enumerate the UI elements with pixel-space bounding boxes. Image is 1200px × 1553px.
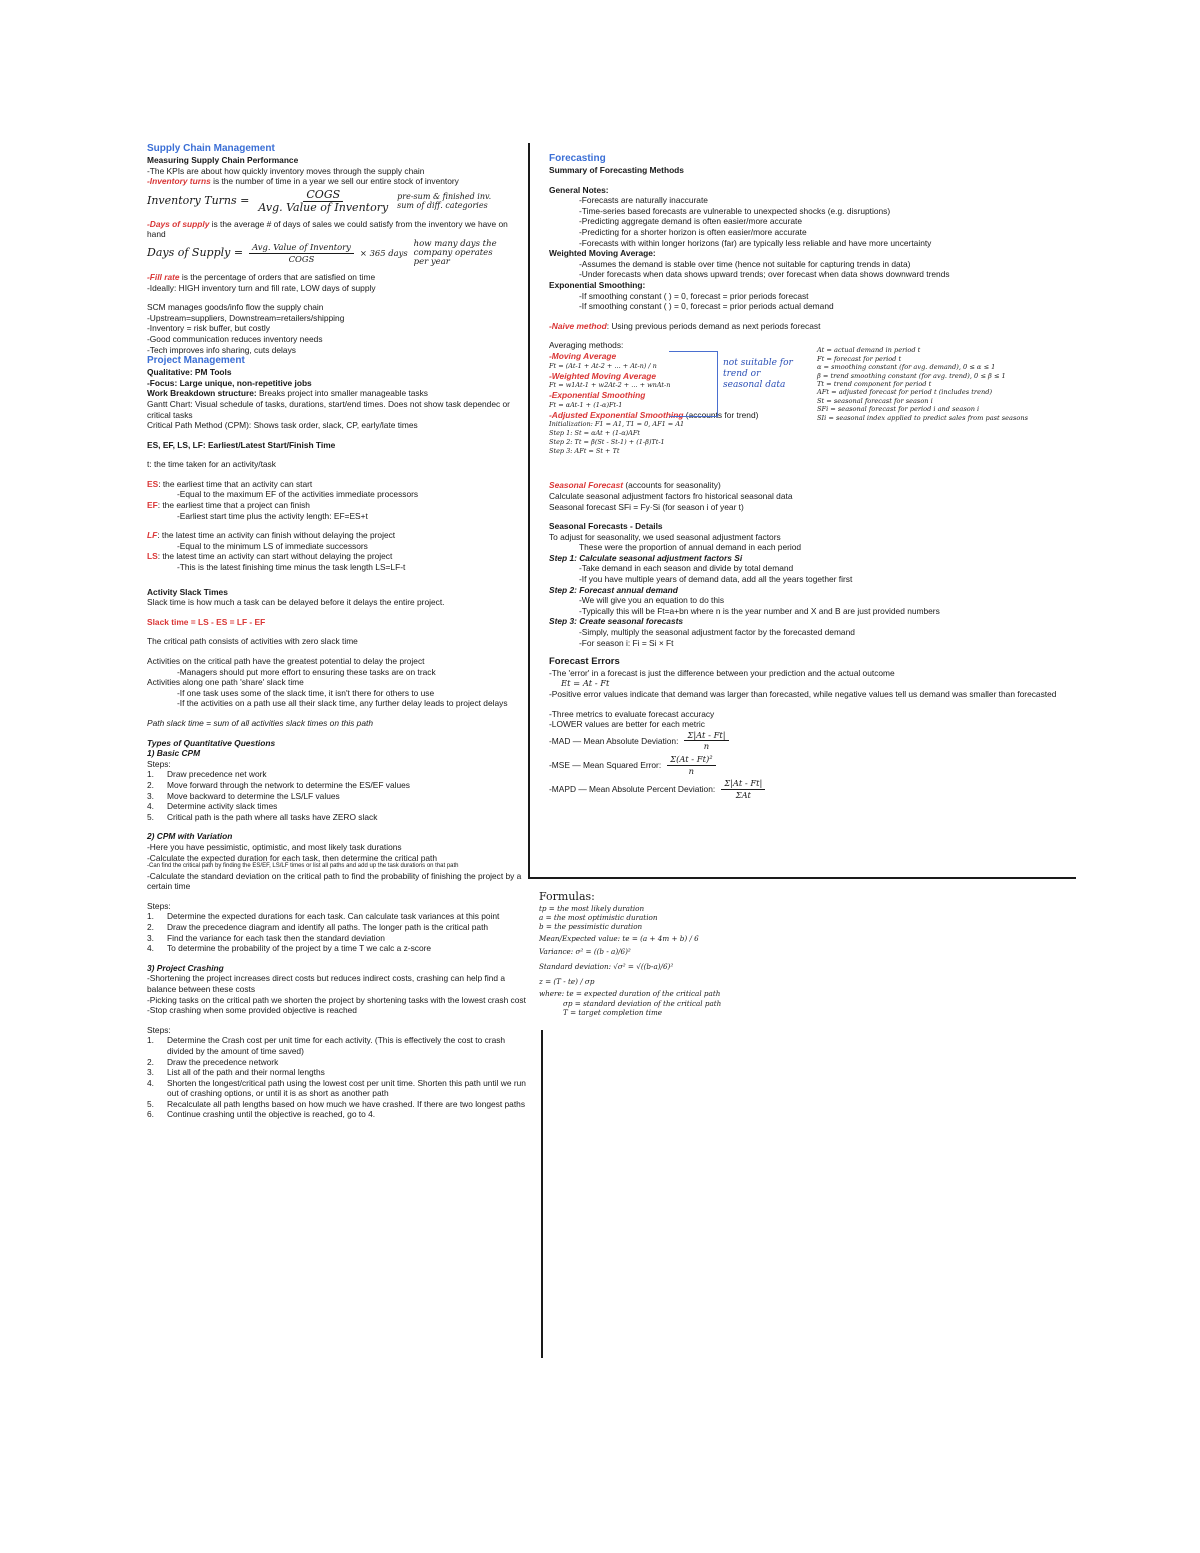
formula-line: where: te = expected duration of the critical path: [539, 989, 721, 999]
formula-line: b = the pessimistic duration: [539, 922, 643, 932]
weighted-moving-average-formula: Ft = w1At-1 + w2At-2 + ... + wnAt-n: [549, 381, 671, 390]
mapd-label: -MAPD — Mean Absolute Percent Deviation:: [549, 783, 716, 794]
formula-line: T = target completion time: [563, 1007, 663, 1017]
adjusted-exp-line: -Adjusted Exponential Smoothing (accounts for trend): [549, 409, 759, 420]
mad-row: [549, 730, 1069, 752]
step-3-line: -For season i: Fi = Si × Ft: [579, 637, 674, 648]
list-item: 1. Determine the Crash cost per unit time for each activity. (This is effectively the cost to crash divided by the amount of time saved): [147, 1035, 506, 1056]
scm-title: Supply Chain Management: [147, 143, 275, 154]
legend-item: Tt = trend component for period t: [817, 379, 932, 388]
activity-slack-title: Activity Slack Times: [147, 586, 228, 597]
column-divider-lower: [541, 1030, 543, 1358]
variation-title: 2) CPM with Variation: [147, 831, 233, 842]
list-item: 1. Draw precedence net work: [147, 769, 267, 780]
adjusted-exp-step: Step 2: Tt = β(St - St-1) + (1-β)Tt-1: [549, 438, 665, 447]
moving-average-formula: Ft = (At-1 + At-2 + ... + At-n) / n: [549, 361, 657, 370]
path-slack-line: Path slack time = sum of all activities slack times on this path: [147, 717, 373, 728]
crashing-title: 3) Project Crashing: [147, 962, 224, 973]
critical-point-1: Activities on the critical path have the greatest potential to delay the project: [147, 656, 425, 666]
formula-line: a = the most optimistic duration: [539, 913, 658, 923]
days-multiplier: × 365 days: [359, 248, 408, 259]
forecast-errors-title: Forecast Errors: [549, 656, 620, 668]
averaging-label: Averaging methods:: [549, 340, 624, 351]
list-item: 6. Continue crashing until the objective is reached, go to 4.: [147, 1109, 376, 1120]
mse-fraction: $\frac{\text{Σ(At - Ft)²}}{n}$: [667, 754, 715, 776]
adjusted-exp-step: Step 1: St = αAt + (1-α)AFt: [549, 429, 640, 438]
mse-label: -MSE — Mean Squared Error:: [549, 759, 662, 770]
pm-title: Project Management: [147, 355, 245, 367]
variation-line: -Here you have pessimistic, optimistic, and most likely task durations: [147, 841, 402, 852]
critical-point-1-sub: -Managers should put more effort to ensuring these tasks are on track: [177, 666, 436, 677]
variation-small-note: -Can find the critical path by finding the ES/EF, LS/LF times or list all paths and add up the task durations on that path: [147, 863, 459, 870]
formula-line: Mean/Expected value: te = (a + 4m + b) / 6: [539, 933, 699, 943]
formulas-block: [539, 890, 799, 1017]
step-2-line: -We will give you an equation to do this: [579, 595, 725, 606]
turns-label: Inventory Turns =: [147, 194, 250, 208]
legend-item: Ft = forecast for period t: [817, 354, 902, 363]
general-note: -Time-series based forecasts are vulnerable to unexpected shocks (e.g. disruptions): [579, 205, 891, 216]
adjusted-exp-step: Step 3: AFt = St + Tt: [549, 447, 620, 456]
ideally-line: -Ideally: HIGH inventory turn and fill rate, LOW days of supply: [147, 282, 376, 293]
mad-fraction: $\frac{\Sigma|At - Ft|}{n}$: [684, 730, 728, 752]
list-item: 4. Determine activity slack times: [147, 801, 278, 812]
crashing-line: -Shortening the project increases direct costs but reduces indirect costs, crashing can help find a balance between these costs: [147, 973, 505, 994]
metrics-line: -LOWER values are better for each metric: [549, 719, 705, 730]
ls-sub: -This is the latest finishing time minus the task length LS=LF-t: [177, 562, 406, 573]
seasonal-line: Calculate seasonal adjustment factors fro historical seasonal data: [549, 490, 793, 501]
variation-steps: [147, 911, 527, 953]
legend-item: SIi = seasonal index applied to predict sales from past seasons: [817, 413, 1028, 422]
crashing-steps-label: Steps:: [147, 1024, 171, 1035]
days-fraction: $\frac{\text{Avg. Value of Inventory}}{\text{COGS}}$: [249, 242, 354, 264]
wma-note: -Under forecasts when data shows upward trends; over forecast when data shows downward trends: [579, 269, 950, 280]
list-item: 4. Shorten the longest/critical path using the lowest cost per unit time. Shorten this path until we run out of crashing options, or until it is as short as another path: [147, 1077, 526, 1099]
turns-fraction: $\frac{\text{COGS}}{\text{Avg. Value of Inventory}}$: [258, 187, 389, 214]
lf-definition: LF: the latest time an activity can finish without delaying the project: [147, 530, 396, 541]
symbol-legend: [817, 346, 1067, 422]
legend-item: St = seasonal forecast for season i: [817, 396, 933, 405]
seasonal-forecast-line: Seasonal Forecast (accounts for seasonality): [549, 480, 721, 491]
slack-formula: Slack time = LS - ES = LF - EF: [147, 616, 266, 627]
scm-line: -Good communication reduces inventory needs: [147, 333, 323, 344]
list-item: 5. Critical path is the path where all tasks have ZERO slack: [147, 811, 378, 822]
list-item: 4. To determine the probability of the project by a time T we calc a z-score: [147, 943, 432, 954]
scm-list: [147, 302, 527, 355]
seasonal-line: Seasonal forecast SFi = Fy·Si (for season i of year t): [549, 501, 744, 512]
scm-line: -Inventory = risk buffer, but costly: [147, 323, 270, 334]
step-2-title: Step 2: Forecast annual demand: [549, 584, 678, 595]
cpm-line: Critical Path Method (CPM): Shows task order, slack, CP, early/late times: [147, 420, 418, 431]
exp-smoothing-note: -If smoothing constant ( ) = 0, forecast = prior periods forecast: [579, 290, 809, 301]
exponential-smoothing-term: -Exponential Smoothing: [549, 390, 646, 401]
legend-item: α = smoothing constant (for avg. demand), 0 ≤ α ≤ 1: [817, 363, 996, 372]
general-note: -Forecasts with within longer horizons (far) are typically less reliable and have more uncertainty: [579, 237, 932, 248]
general-notes-title: General Notes:: [549, 184, 609, 195]
crashing-line: -Picking tasks on the critical path we shorten the project by shortening tasks with the lowest crash cost: [147, 994, 526, 1005]
seasonal-details-title: Seasonal Forecasts - Details: [549, 521, 663, 532]
list-item: 2. Move forward through the network to determine the ES/EF values: [147, 779, 410, 790]
scm-line: -Upstream=suppliers, Downstream=retailers/shipping: [147, 312, 345, 323]
crashing-steps: [147, 1035, 527, 1120]
kpi-line: -The KPIs are about how quickly inventory moves through the supply chain: [147, 165, 425, 176]
ls-definition: LS: the latest time an activity can start without delaying the project: [147, 551, 393, 562]
measuring-title: Measuring Supply Chain Performance: [147, 155, 299, 165]
days-note: how many days the company operates per year: [413, 238, 497, 267]
critical-point-2: Activities along one path 'share' slack time: [147, 677, 304, 688]
step-1-line: -Take demand in each season and divide by total demand: [579, 563, 794, 574]
forecasting-box-bottom-border: [528, 877, 1076, 879]
weighted-moving-average-term: -Weighted Moving Average: [549, 370, 657, 381]
inventory-turns-definition: -Inventory turns is the number of time in a year we sell our entire stock of inventory: [147, 176, 459, 187]
days-of-supply-formula: [147, 240, 527, 267]
ef-sub: -Earliest start time plus the activity length: EF=ES+t: [177, 510, 368, 521]
right-column: [549, 153, 1069, 800]
days-of-supply-definition: -Days of supply is the average # of days of sales we could satisfy from the inventory we have on hand: [147, 218, 508, 240]
forecasting-title: Forecasting: [549, 153, 606, 164]
mapd-row: [549, 778, 1069, 800]
averaging-methods-block: [549, 340, 1069, 480]
formula-line: σp = standard deviation of the critical path: [563, 998, 722, 1008]
general-note: -Predicting aggregate demand is often easier/more accurate: [579, 216, 802, 227]
step-2-line: -Typically this will be Ft=a+bn where n is the year number and X and B are just provided numbers: [579, 605, 940, 616]
wbs-line: Work Breakdown structure: Breaks project into smaller manageable tasks: [147, 388, 428, 399]
errors-line: -Positive error values indicate that demand was larger than forecasted, while negative values tell us demand was smaller than forecasted: [549, 689, 1057, 699]
slack-definition: Slack time is how much a task can be delayed before it delays the entire project.: [147, 597, 445, 608]
column-divider-upper: [528, 143, 530, 878]
errors-formula: Et = At - Ft: [561, 678, 610, 689]
metrics-line: -Three metrics to evaluate forecast accuracy: [549, 708, 715, 719]
list-item: 2. Draw the precedence diagram and identify all paths. The longer path is the critical path: [147, 921, 489, 932]
exponential-smoothing-formula: Ft = αAt-1 + (1-α)Ft-1: [549, 400, 623, 409]
legend-item: At = actual demand in period t: [817, 346, 921, 355]
lf-sub: -Equal to the minimum LS of immediate successors: [177, 540, 368, 551]
exp-smoothing-title: Exponential Smoothing:: [549, 279, 646, 290]
scm-line: -Tech improves info sharing, cuts delays: [147, 344, 296, 355]
inventory-turns-formula: [147, 189, 527, 214]
types-title: Types of Quantitative Questions: [147, 737, 276, 748]
legend-item: SFi = seasonal forecast for period i and season i: [817, 405, 980, 414]
list-item: 3. List all of the path and their normal lengths: [147, 1067, 325, 1078]
mad-label: -MAD — Mean Absolute Deviation:: [549, 735, 679, 746]
wma-note: -Assumes the demand is stable over time (hence not suitable for capturing trends in data): [579, 258, 911, 269]
crashing-line: -Stop crashing when some provided objective is reached: [147, 1005, 357, 1016]
general-note: -Forecasts are naturally inaccurate: [579, 195, 708, 206]
exp-smoothing-note: -If smoothing constant ( ) = 0, forecast = prior periods actual demand: [579, 301, 834, 312]
formula-line: Variance: σ² = ((b - a)/6)²: [539, 946, 631, 956]
list-item: 3. Find the variance for each task then the standard deviation: [147, 932, 385, 943]
turns-notes: pre-sum & finished inv. sum of diff. categories: [397, 192, 492, 211]
focus-line: -Focus: Large unique, non-repetitive jobs: [147, 377, 312, 388]
errors-line: -The 'error' in a forecast is just the difference between your prediction and the actual outcome: [549, 667, 895, 678]
critical-point-2-sub: -If the activities on a path use all their slack time, any further delay leads to project delays: [177, 698, 508, 709]
step-1-line: -If you have multiple years of demand data, add all the years together first: [579, 574, 853, 585]
t-definition: t: the time taken for an activity/task: [147, 459, 276, 470]
gantt-line: Gantt Chart: Visual schedule of tasks, durations, start/end times. Does not show task dependec or critical tasks: [147, 398, 510, 420]
es-ef-title: ES, EF, LS, LF: Earliest/Latest Start/Finish Time: [147, 439, 336, 450]
bracket-note: not suitable for trend or seasonal data: [723, 358, 793, 391]
critical-point-2-sub: -If one task uses some of the slack time, it isn't there for others to use: [177, 687, 435, 698]
list-item: 1. Determine the expected durations for each task. Can calculate task variances at this point: [147, 911, 500, 922]
es-sub: -Equal to the maximum EF of the activities immediate processors: [177, 489, 419, 500]
variation-line: -Calculate the expected duration for each task, then determine the critical path: [147, 852, 438, 863]
formula-line: z = (T - te) / σp: [539, 977, 595, 987]
fill-rate-definition: -Fill rate is the percentage of orders that are satisfied on time: [147, 271, 376, 282]
basic-cpm-title: 1) Basic CPM: [147, 748, 201, 759]
variation-last-line: -Calculate the standard deviation on the critical path to find the probability of finishing the project by a certain time: [147, 870, 522, 892]
left-column: [147, 143, 527, 1120]
list-item: 2. Draw the precedence network: [147, 1056, 279, 1067]
variation-steps-label: Steps:: [147, 900, 171, 911]
bracket-line: [669, 351, 718, 417]
list-item: 3. Move backward to determine the LS/LF values: [147, 790, 340, 801]
mapd-fraction: $\frac{\Sigma|At - Ft|}{\text{ΣAt}}$: [721, 778, 765, 800]
details-line: To adjust for seasonality, we used seasonal adjustment factors: [549, 531, 781, 542]
formula-line: Standard deviation: √σ² = √((b-a)/6)²: [539, 962, 674, 972]
mse-row: [549, 754, 1069, 776]
wma-title: Weighted Moving Average:: [549, 248, 656, 259]
step-1-title: Step 1: Calculate seasonal adjustment factors Si: [549, 552, 743, 563]
formulas-title: Formulas:: [539, 890, 595, 903]
legend-item: β = trend smoothing constant (for avg. trend), 0 ≤ β ≤ 1: [817, 371, 1006, 380]
ef-definition: EF: the earliest time that a project can finish: [147, 500, 310, 511]
critical-path-definition: The critical path consists of activities with zero slack time: [147, 636, 358, 647]
steps-label: Steps:: [147, 758, 171, 769]
naive-method-line: -Naive method: Using previous periods demand as next periods forecast: [549, 320, 821, 331]
es-definition: ES: the earliest time that an activity can start: [147, 478, 313, 489]
step-3-title: Step 3: Create seasonal forecasts: [549, 616, 684, 627]
moving-average-term: -Moving Average: [549, 350, 617, 361]
adjusted-exp-step: Initialization: F1 = A1, T1 = 0, AF1 = A1: [549, 420, 685, 429]
general-note: -Predicting for a shorter horizon is often easier/more accurate: [579, 226, 807, 237]
legend-item: AFt = adjusted forecast for period t (includes trend): [817, 388, 993, 397]
details-line: These were the proportion of annual demand in each period: [579, 542, 802, 553]
days-label: Days of Supply =: [147, 246, 244, 260]
summary-title: Summary of Forecasting Methods: [549, 165, 684, 175]
formula-line: tp = the most likely duration: [539, 904, 645, 913]
scm-line: SCM manages goods/info flow the supply chain: [147, 302, 324, 313]
list-item: 5. Recalculate all path lengths based on how much we have crashed. If there are two longest paths: [147, 1098, 526, 1109]
basic-cpm-steps: [147, 769, 527, 822]
step-3-line: -Simply, multiply the seasonal adjustment factor by the forecasted demand: [579, 627, 855, 638]
qualitative-title: Qualitative: PM Tools: [147, 367, 232, 378]
